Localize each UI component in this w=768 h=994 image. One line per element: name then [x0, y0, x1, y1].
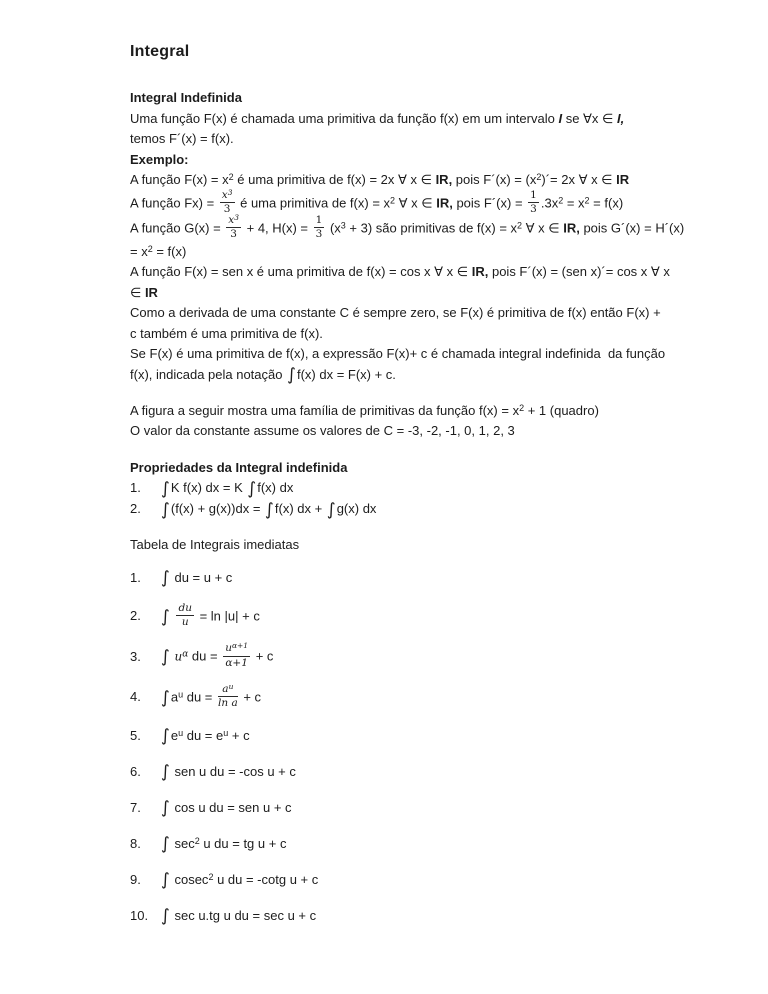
fraction: [528, 190, 539, 216]
fraction-denominator: [314, 228, 325, 240]
text-line: [130, 170, 668, 191]
superscript: 2: [194, 835, 200, 846]
integral-sign: ∫: [265, 499, 274, 520]
text-run: f(x), indicada pela notação: [130, 366, 287, 382]
item-formula: [160, 834, 286, 855]
text-run: pois F´(x) =: [452, 194, 527, 210]
item-number: 4.: [130, 689, 141, 705]
text-run: 3: [315, 228, 323, 241]
text-run: A função G(x) =: [130, 220, 225, 236]
integral-rule: [130, 798, 668, 819]
text-line: [130, 109, 668, 130]
integral-sign: ∫: [161, 726, 170, 747]
superscript: u: [228, 682, 234, 692]
integral-rule: [130, 834, 668, 855]
text-run: e: [170, 727, 179, 743]
text-run: ∀ x ∈: [395, 194, 437, 210]
text-run: (f(x) + g(x))dx =: [170, 501, 265, 517]
item-number: 7.: [130, 799, 141, 815]
text-run: c também é uma primitiva de f(x).: [130, 325, 323, 341]
item-formula: [160, 641, 274, 670]
text-line: [130, 324, 668, 345]
integral-sign: ∫: [161, 906, 170, 927]
text-run: f(x) dx +: [274, 501, 326, 517]
fraction: [218, 684, 238, 710]
text-run: a: [222, 683, 229, 696]
text-run: = f(x): [589, 194, 624, 210]
fraction: [220, 187, 235, 216]
integrals-list: [130, 568, 668, 927]
text-line: [130, 401, 668, 422]
superscript: α: [182, 649, 189, 660]
text-run: O valor da constante assume os valores de C = -3, -2, -1, 0, 1, 2, 3: [130, 423, 515, 439]
integral-sign: ∫: [161, 834, 170, 855]
integral-sign: ∫: [161, 798, 170, 819]
text-run: Exemplo:: [130, 151, 189, 167]
text-run: IR,: [471, 264, 489, 280]
text-run: f(x) dx: [257, 480, 294, 496]
item-number: 3.: [130, 648, 141, 664]
superscript: 2: [584, 194, 590, 205]
text-run: + c: [252, 648, 274, 664]
text-run: IR: [616, 172, 630, 187]
fraction-numerator: [176, 603, 193, 616]
property-item: [130, 499, 668, 520]
text-run: A função F(x) = sen x é uma primitiva de f(x) = cos x ∀ x ∈: [130, 264, 472, 280]
item-number: 10.: [130, 907, 149, 923]
integral-rule: [130, 601, 668, 630]
text-run: x: [228, 214, 235, 227]
fraction: [176, 603, 193, 629]
text-run: sec u.tg u du = sec u + c: [170, 907, 317, 923]
superscript: 2: [390, 194, 396, 205]
integral-sign: ∫: [161, 478, 170, 499]
text-run: 1: [315, 214, 323, 227]
text-line: [130, 187, 668, 217]
text-run: é uma primitiva de f(x) = 2x ∀ x ∈: [233, 172, 436, 187]
text-run: Tabela de Integrais imediatas: [130, 537, 300, 553]
integral-rule: [130, 906, 668, 927]
integral-sign: ∫: [161, 870, 170, 891]
properties-list: [130, 478, 668, 520]
integral-rule: [130, 870, 668, 891]
text-run: sen u du = -cos u + c: [170, 763, 296, 779]
text-run: A função F(x) = x: [130, 172, 229, 187]
superscript: 2: [147, 243, 153, 254]
text-run: u: [174, 649, 183, 664]
fraction: [226, 215, 241, 241]
item-formula: [160, 478, 293, 499]
integral-rule: [130, 641, 668, 670]
text-run: du =: [183, 689, 216, 705]
text-run: ∈: [130, 284, 145, 300]
text-line: [130, 344, 668, 365]
integral-sign: ∫: [161, 568, 170, 589]
text-run: temos F´(x) = f(x).: [130, 131, 234, 146]
integral-sign: ∫: [247, 478, 257, 499]
text-run: 3: [230, 228, 237, 241]
text-run: cosec: [170, 871, 209, 887]
item-number: 9.: [130, 871, 141, 887]
text-run: = x: [563, 194, 585, 210]
text-run: Se F(x) é uma primitiva de f(x), a expressão F(x)+ c é chamada integral indefinida da função: [130, 346, 666, 362]
item-number: 8.: [130, 835, 141, 851]
integral-rule: [130, 568, 668, 589]
item-number: 2.: [130, 608, 141, 624]
text-run: K f(x) dx = K: [170, 480, 247, 496]
text-run: u: [181, 616, 189, 629]
superscript: 3: [234, 213, 239, 223]
superscript: α+1: [231, 641, 249, 651]
text-run: a: [170, 689, 179, 705]
text-run: + 3) são primitivas de f(x) = x: [345, 220, 518, 236]
text-run: 3: [530, 202, 537, 215]
fraction-denominator: [218, 697, 238, 709]
text-line: [130, 129, 668, 150]
text-line: [130, 150, 668, 171]
integral-sign: ∫: [161, 606, 170, 627]
text-run: u du = tg u + c: [199, 835, 287, 851]
integral-rule: [130, 762, 668, 783]
text-line: [130, 242, 668, 263]
text-run: du = e: [183, 727, 224, 743]
text-run: = x: [130, 243, 148, 259]
text-run: du =: [188, 648, 222, 664]
fraction-denominator: [223, 657, 250, 669]
properties-heading: [130, 458, 668, 479]
integral-sign: ∫: [161, 687, 170, 708]
text-run: x: [221, 188, 228, 201]
intro-paragraph: [130, 88, 685, 386]
integral-sign: ∫: [161, 762, 170, 783]
fraction: [223, 643, 250, 669]
text-run: pois G´(x) = H´(x): [579, 220, 685, 236]
text-run: + c: [228, 727, 250, 743]
fraction: [314, 215, 325, 241]
superscript: 2: [208, 871, 214, 882]
fraction-denominator: [176, 616, 193, 628]
text-run: Integral Indefinida: [130, 90, 242, 105]
text-run: ∀ x ∈: [522, 220, 564, 236]
figure-paragraph: [130, 401, 668, 442]
item-number: 1.: [130, 569, 141, 585]
text-run: sec: [170, 835, 195, 851]
text-line: [130, 535, 668, 556]
superscript: 2: [519, 402, 525, 413]
text-line: [130, 303, 668, 324]
item-formula: [160, 870, 318, 891]
text-run: pois F´(x) = (sen x)´= cos x ∀ x: [488, 264, 670, 280]
text-run: Como a derivada de uma constante C é sempre zero, se F(x) é primitiva de f(x) então F(x) +: [130, 305, 661, 321]
integral-rule: [130, 682, 668, 711]
text-run: IR: [144, 284, 158, 300]
text-run: Propriedades da Integral indefinida: [130, 459, 348, 475]
text-run: I: [558, 110, 563, 126]
text-line: [130, 458, 668, 479]
text-run: + c: [239, 689, 262, 705]
item-formula: [160, 762, 296, 783]
fraction-numerator: [528, 190, 539, 203]
text-run: IR,: [435, 172, 453, 187]
text-run: é uma primitiva de f(x) = x: [236, 194, 391, 210]
page-title: Integral: [130, 43, 190, 60]
item-formula: [160, 568, 232, 589]
text-run: .3x: [540, 194, 559, 210]
text-run: f(x) dx = F(x) + c.: [296, 366, 396, 382]
text-run: = ln |u| + c: [195, 608, 260, 624]
superscript: 2: [517, 220, 523, 231]
fraction-numerator: [218, 684, 238, 697]
text-line: [130, 421, 668, 442]
text-run: ln a: [218, 697, 238, 710]
item-formula: [160, 499, 376, 520]
superscript: 3: [227, 187, 233, 197]
superscript: u: [178, 727, 184, 738]
text-run: [171, 608, 175, 623]
text-run: pois F´(x) = (x: [452, 172, 537, 187]
text-run: g(x) dx: [336, 501, 377, 517]
text-run: du: [178, 601, 192, 614]
property-item: [130, 478, 668, 499]
text-run: IR,: [563, 220, 580, 236]
text-run: + 1 (quadro): [524, 402, 599, 418]
text-run: A função Fx) =: [130, 194, 218, 210]
text-run: I,: [616, 110, 625, 126]
text-run: = f(x): [152, 243, 187, 259]
text-line: [130, 365, 668, 386]
item-number: 2.: [130, 501, 141, 517]
text-line: [130, 88, 668, 109]
superscript: 2: [558, 194, 564, 205]
text-run: (x: [326, 220, 341, 236]
item-number: 6.: [130, 763, 141, 779]
text-run: u: [225, 642, 232, 655]
fraction-numerator: [220, 187, 235, 203]
text-run: Uma função F(x) é chamada uma primitiva da função f(x) em um intervalo: [130, 110, 559, 126]
text-run: IR,: [436, 194, 453, 210]
item-formula: [160, 726, 250, 747]
integral-sign: ∫: [161, 499, 170, 520]
integral-sign: ∫: [287, 365, 296, 386]
text-run: A figura a seguir mostra uma família de primitivas da função f(x) = x: [130, 402, 520, 418]
table-title: [130, 535, 668, 556]
text-run: 1: [530, 188, 537, 201]
text-line: [130, 283, 668, 304]
superscript: 2: [228, 172, 234, 182]
text-run: u du = -cotg u + c: [213, 871, 319, 887]
item-number: 1.: [130, 480, 141, 496]
item-formula: [160, 798, 292, 819]
text-run: du = u + c: [170, 569, 233, 585]
text-line: [130, 262, 668, 283]
document-content: [130, 88, 685, 927]
superscript: u: [178, 689, 184, 700]
text-run: 3: [223, 202, 231, 215]
integral-rule: [130, 726, 668, 747]
text-line: [130, 213, 685, 242]
fraction-numerator: [314, 215, 325, 228]
superscript: 2: [536, 172, 542, 182]
text-run: se ∀x ∈: [562, 110, 617, 126]
text-run: cos u du = sen u + c: [170, 799, 292, 815]
item-formula: [160, 682, 262, 711]
fraction-denominator: [226, 228, 241, 240]
fraction-numerator: [226, 215, 241, 228]
text-run: + 4, H(x) =: [243, 220, 312, 236]
item-number: 5.: [130, 727, 141, 743]
integral-sign: ∫: [161, 647, 170, 668]
text-run: α+1: [225, 656, 248, 669]
superscript: u: [223, 727, 229, 738]
fraction-denominator: [528, 203, 539, 215]
integral-sign: ∫: [326, 499, 336, 520]
item-formula: [160, 906, 316, 927]
text-run: )´= 2x ∀ x ∈: [541, 172, 617, 187]
fraction-numerator: [223, 643, 250, 656]
item-formula: [160, 601, 260, 630]
superscript: 3: [340, 220, 346, 231]
